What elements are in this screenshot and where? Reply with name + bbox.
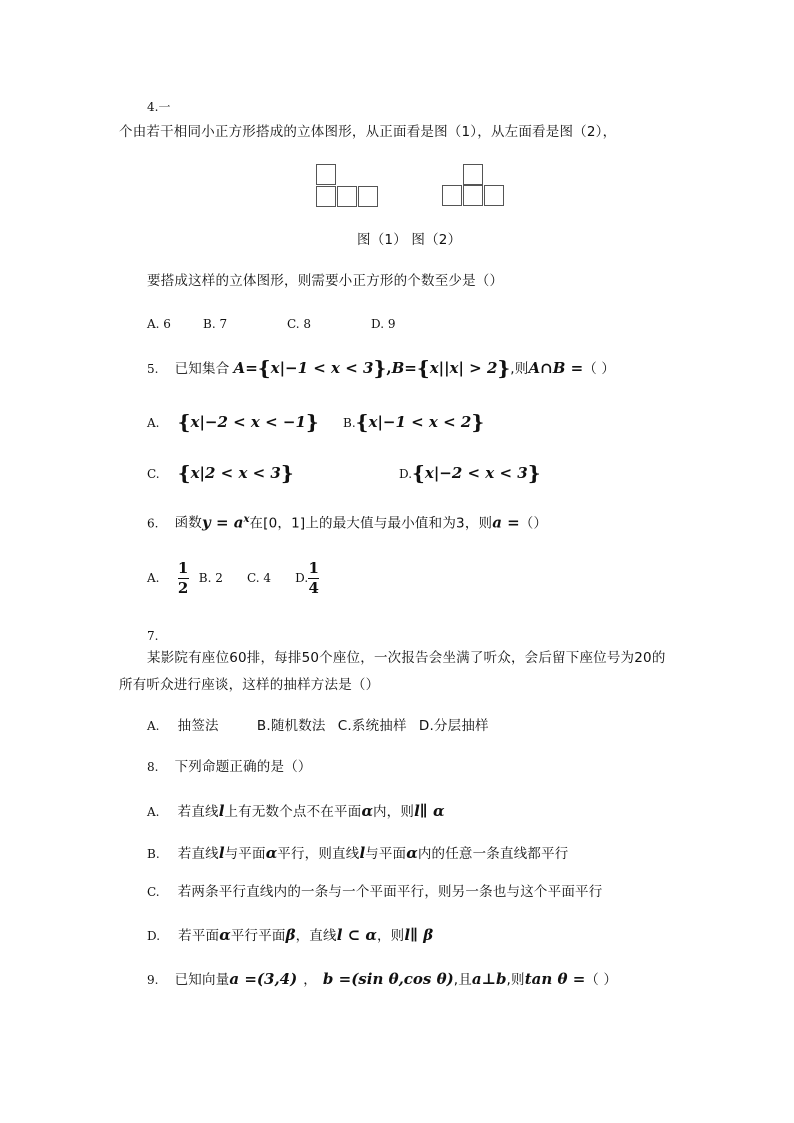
option-label: C. [147,885,160,899]
exponent: x [243,514,250,525]
tan-expr: tan θ = [524,970,586,988]
numerator: 1 [308,559,319,577]
answer-blank: （ ） [585,972,618,988]
brace-close: } [373,356,387,380]
option-a: 抽签法 [177,718,219,734]
option-c: C. 4 [247,571,272,585]
option-b: B.随机数法 [256,718,326,734]
perpendicular-expr: a⊥b [471,970,507,988]
vector-b: b =(sin θ,cos θ) [322,970,454,988]
plane-alpha: α [265,844,278,862]
vector-a: a =(3,4) [229,970,298,988]
q8-text: 下列命题正确的是（） [174,759,312,775]
q9-line [147,972,617,988]
q9-number: 9. [147,973,159,987]
line-l: l [218,844,225,862]
brace-open: { [257,356,271,380]
brace-open: { [416,356,430,380]
set-a-label: A [233,359,246,377]
q5-then: ,则 [510,361,529,377]
q8-option-a [147,804,445,820]
option-label: A. [147,719,160,733]
q7-stem-line2: 所有听众进行座谈，这样的抽样方法是（） [119,677,380,693]
q4-option-c: C. 8 [287,317,312,331]
q8-question [147,761,312,775]
q6-text-mid: 在[0，1]上的最大值与最小值和为3，则 [249,515,493,532]
text: 若两条平行直线内的一条与一个平面平行，则另一条也与这个平面平行 [177,884,603,900]
figure-square [463,164,483,185]
line-l: l [218,802,225,820]
figure-square [337,186,357,207]
option-label: A. [147,805,160,819]
option-c: C.系统抽样 [337,718,407,734]
q5-option-b [343,412,484,432]
option-label: B. [343,416,356,430]
q5-number: 5. [147,362,159,376]
conclusion-expr: l∥ β [404,926,434,944]
q6-number: 6. [147,516,159,531]
denominator: 4 [308,579,319,597]
denominator: 2 [177,579,189,597]
q4-stem: 个由若干相同小正方形搭成的立体图形，从正面看是图（1），从左面看是图（2）， [119,124,617,140]
option-label: A. [147,416,160,430]
figure-square [442,185,462,206]
set-b-body: x||x| > 2 [429,359,498,377]
brace-close: } [497,356,511,380]
text: 若平面 [178,928,220,944]
answer-blank: （ ） [583,361,616,377]
numerator: 1 [177,559,189,577]
q6-line [147,515,547,531]
brace-close: } [471,410,485,434]
q6-options [147,561,319,596]
brace-open: { [355,410,369,434]
q8-option-b [147,846,569,862]
option-label: D. [147,929,161,943]
q4-option-b: B. 7 [203,317,228,331]
figure-caption: 图（1） 图（2） [357,232,462,248]
text: 内，则 [372,804,415,820]
figure-square [316,186,336,207]
brace-close: } [280,461,294,485]
brace-close: } [527,461,541,485]
text: ，直线 [295,928,337,944]
option-body: x|2 < x < 3 [190,464,281,482]
q4-option-a: A. 6 [147,317,171,331]
q8-option-c [147,886,602,900]
text: ,且 [453,972,472,988]
q5-line [147,358,615,378]
q4-question: 要搭成这样的立体图形，则需要小正方形的个数至少是（） [147,273,504,289]
q8-option-d [147,928,433,944]
option-d: D.分层抽样 [418,718,489,734]
text: 上有无数个点不在平面 [224,804,362,820]
q8-number: 8. [147,760,159,774]
conclusion-expr: l∥ α [414,802,445,820]
q5-option-a [147,412,319,432]
plane-alpha: α [219,926,231,944]
q7-options [147,720,489,734]
answer-blank: （） [519,515,548,532]
q5-option-d [399,463,541,483]
q5-option-c [147,463,294,483]
variable-expr: a = [492,513,520,532]
separator: ， [303,972,317,988]
option-label: D. [295,571,309,585]
option-body: x|−2 < x < 3 [424,464,528,482]
text: 若直线 [177,804,219,820]
option-label: D. [399,467,413,481]
intersection-expr: A∩B = [528,359,584,377]
q4-option-d: D. 9 [371,317,396,331]
plane-alpha: α [361,802,373,820]
figure-square [316,164,336,185]
fraction-one-quarter [308,561,319,596]
brace-open: { [177,461,191,485]
q5-text: 已知集合 [174,361,230,377]
text: 与平面 [365,846,407,862]
q9-text: 已知向量 [174,972,230,988]
option-label: A. [147,571,160,585]
text: 平行平面 [230,928,286,944]
separator: , [386,359,392,377]
figure-square [484,185,504,206]
subset-expr: l ⊂ α [336,926,377,944]
text: 若直线 [177,846,219,862]
plane-alpha: α [406,844,418,862]
function-expr: y = a [202,513,244,532]
brace-close: } [305,410,319,434]
brace-open: { [412,461,425,485]
option-label: B. [147,847,160,861]
text: 与平面 [224,846,266,862]
text: ,则 [506,972,525,988]
q7-stem-line1: 某影院有座位60排，每排50个座位，一次报告会坐满了听众，会后留下座位号为20的 [147,650,666,666]
text: 内的任意一条直线都平行 [417,846,569,862]
equals-sign: = [404,359,417,377]
q6-text: 函数 [174,515,202,532]
q4-number: 4.一 [147,100,171,114]
set-b-label: B [391,359,405,377]
plane-beta: β [285,926,296,944]
fraction-one-half [178,561,189,596]
option-b: B. 2 [198,571,223,585]
text: ，则 [376,928,405,944]
q7-number: 7. [147,629,159,643]
figure-square [463,185,483,206]
brace-open: { [177,410,191,434]
figure-square [358,186,378,207]
option-body: x|−2 < x < −1 [190,413,306,431]
equals-sign: = [245,359,258,377]
set-a-body: x|−1 < x < 3 [270,359,374,377]
option-label: C. [147,467,160,481]
line-l: l [359,844,366,862]
option-body: x|−1 < x < 2 [368,413,472,431]
text: 平行，则直线 [277,846,360,862]
